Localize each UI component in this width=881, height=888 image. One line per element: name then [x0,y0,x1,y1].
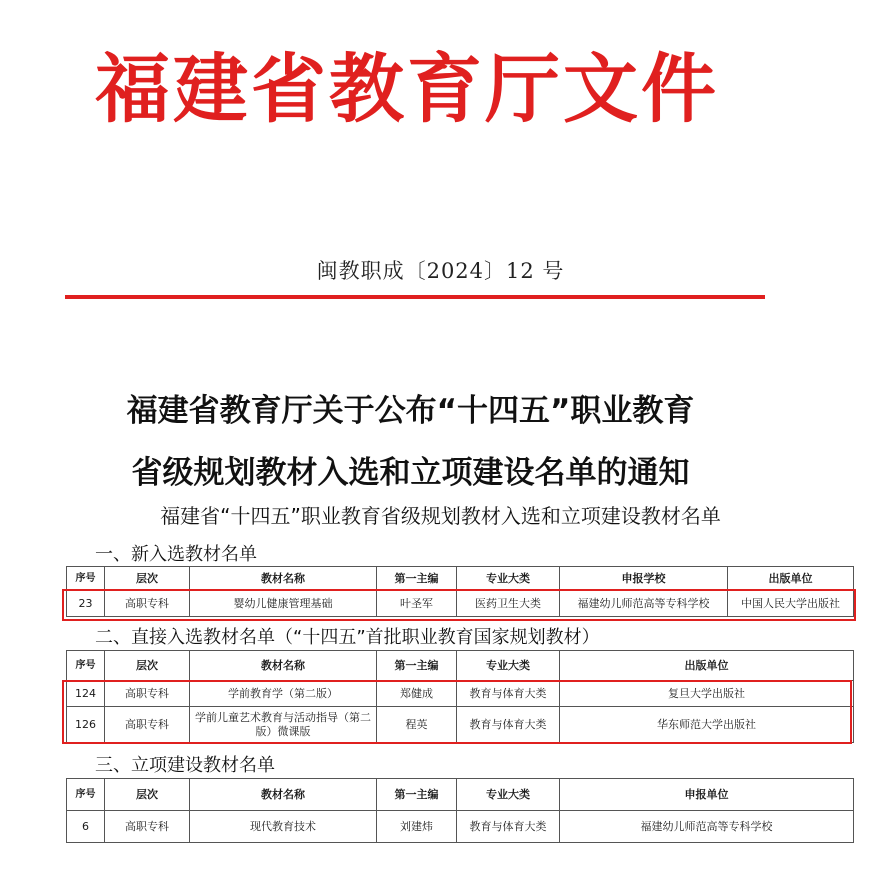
header-cell: 申报单位 [560,779,854,811]
header-cell: 层次 [105,567,190,591]
notice-title-line1: 福建省教育厅关于公布“十四五”职业教育 [126,393,695,429]
cell-editor: 郑健成 [377,681,457,707]
cell-category: 教育与体育大类 [457,681,560,707]
red-divider [65,295,765,299]
header-cell: 序号 [67,567,105,591]
cell-textbook: 学前教育学（第二版） [190,681,377,707]
cell-editor: 叶圣军 [377,591,457,617]
header-cell: 出版单位 [728,567,854,591]
cell-publisher: 华东师范大学出版社 [560,707,854,743]
cell-publisher: 复旦大学出版社 [560,681,854,707]
header-cell: 专业大类 [457,567,560,591]
cell-level: 高职专科 [105,811,190,843]
notice-title-line2: 省级规划教材入选和立项建设名单的通知 [131,455,690,491]
cell-level: 高职专科 [105,591,190,617]
section3-table [66,778,854,843]
header-cell: 专业大类 [457,651,560,681]
header-cell: 层次 [105,779,190,811]
header-cell: 层次 [105,651,190,681]
document-masthead: 福建省教育厅文件 [95,45,720,133]
header-cell: 出版单位 [560,651,854,681]
cell-index: 23 [67,591,105,617]
document-number: 闽教职成〔2024〕12 号 [316,259,565,283]
cell-category: 医药卫生大类 [457,591,560,617]
header-cell: 序号 [67,779,105,811]
table-header-row [67,567,854,591]
section1-table [66,566,854,617]
header-cell: 教材名称 [190,779,377,811]
cell-level: 高职专科 [105,681,190,707]
section1-heading: 一、新入选教材名单 [95,544,257,565]
header-cell: 第一主编 [377,779,457,811]
table-header-row [67,779,854,811]
section2-table [66,650,854,743]
cell-index: 126 [67,707,105,743]
cell-textbook: 婴幼儿健康管理基础 [190,591,377,617]
cell-level: 高职专科 [105,707,190,743]
cell-index: 124 [67,681,105,707]
cell-category: 教育与体育大类 [457,707,560,743]
cell-applicant: 福建幼儿师范高等专科学校 [560,811,854,843]
cell-editor: 刘建炜 [377,811,457,843]
table-row [67,681,854,707]
section3-heading: 三、立项建设教材名单 [95,755,275,776]
cell-textbook: 现代教育技术 [190,811,377,843]
header-cell: 专业大类 [457,779,560,811]
header-cell: 序号 [67,651,105,681]
header-cell: 教材名称 [190,651,377,681]
table-row [67,707,854,743]
header-cell: 第一主编 [377,651,457,681]
list-subtitle: 福建省“十四五”职业教育省级规划教材入选和立项建设教材名单 [160,504,721,528]
cell-editor: 程英 [377,707,457,743]
table-row [67,811,854,843]
cell-textbook: 学前儿童艺术教育与活动指导（第二版）微课版 [190,707,377,743]
header-cell: 教材名称 [190,567,377,591]
cell-publisher: 中国人民大学出版社 [728,591,854,617]
header-cell: 第一主编 [377,567,457,591]
table-header-row [67,651,854,681]
cell-category: 教育与体育大类 [457,811,560,843]
cell-school: 福建幼儿师范高等专科学校 [560,591,728,617]
table-row [67,591,854,617]
header-cell: 申报学校 [560,567,728,591]
cell-index: 6 [67,811,105,843]
section2-heading: 二、直接入选教材名单（“十四五”首批职业教育国家规划教材） [95,627,600,648]
